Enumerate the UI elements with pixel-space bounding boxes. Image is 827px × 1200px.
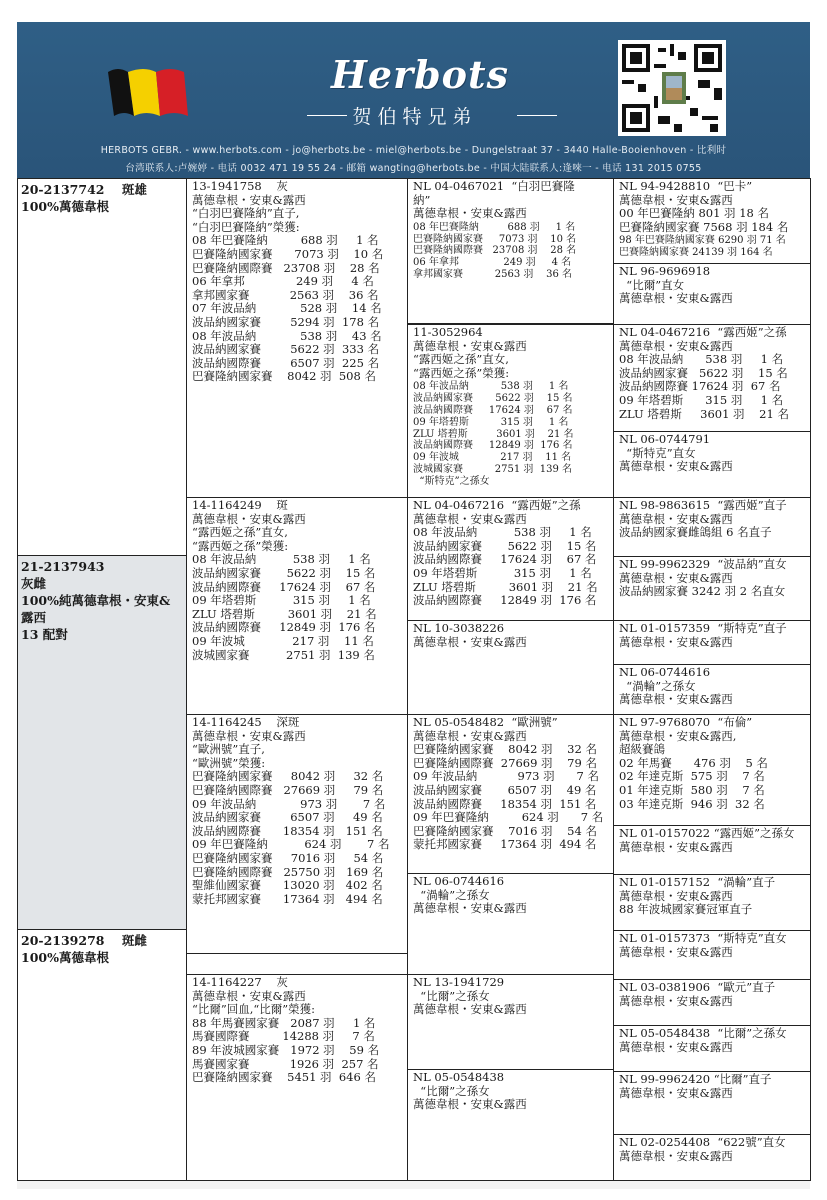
brand-subtitle: 贺伯特兄弟 xyxy=(352,106,478,128)
dam-dam-text: 14-1164227 灰 萬德韋根・安東&露西 “比爾”回血,“比爾”榮獲: 88 年馬賽國家賽 2087 羽 1 名 馬賽國際賽 14288 羽 7 名 89 年波城國家賽 1972 羽 59 名 馬賽國家賽 1926 羽 257 名 巴賽隆納國家賽 5451 羽 646 名 xyxy=(192,975,380,1085)
qr-code-icon xyxy=(618,40,726,136)
dam-dam-cell xyxy=(186,974,408,1181)
gen4-cell-3 xyxy=(613,324,811,432)
dam-text: 20-2139278 斑雌 100%萬德韋根 xyxy=(21,933,147,965)
dam-sire-cell xyxy=(186,714,408,954)
gen4-cell-1 xyxy=(613,178,811,264)
gen4-text-7: NL 01-0157359 “斯特克”直子 萬德韋根・安東&露西 xyxy=(619,621,787,649)
gen4-cell-5 xyxy=(613,497,811,557)
ds-dam-text: NL 06-0744616 “渦輪”之孫女 萬德韋根・安東&露西 xyxy=(413,874,527,916)
gen4-cell-10 xyxy=(613,825,811,875)
ss-sire-cell xyxy=(407,178,614,324)
sire-text: 20-2137742 斑雄 100%萬德韋根 xyxy=(21,182,147,214)
gen4-cell-12 xyxy=(613,930,811,980)
sd-sire-cell xyxy=(407,497,614,621)
dd-dam-cell xyxy=(407,1069,614,1181)
ds-sire-cell xyxy=(407,714,614,874)
gen4-text-3: NL 04-0467216 “露西姬”之孫 萬德韋根・安東&露西 08 年波品納 538 羽 1 名 波品納國家賽 5622 羽 15 名 波品納國際賽 17624 羽 67 名 09 年塔碧斯 315 羽 1 名 ZLU 塔碧斯 3601 羽 21 名 xyxy=(619,325,789,421)
dd-sire-cell xyxy=(407,974,614,1070)
sd-dam-text: NL 10-3038226 萬德韋根・安東&露西 xyxy=(413,621,527,649)
gen4-text-9: NL 97-9768070 “布倫” 萬德韋根・安東&露西, 超級賽鴿 02 年馬賽 476 羽 5 名 02 年達克斯 575 羽 7 名 01 年達克斯 580 羽 7 名 03 年達克斯 946 羽 32 名 xyxy=(619,715,768,811)
sire-dam-text: 14-1164249 斑 萬德韋根・安東&露西 “露西姬之孫”直女, “露西姬之孫”榮獲: 08 年波品納 538 羽 1 名 波品納國家賽 5622 羽 15 名 波品納國際賽 17624 羽 67 名 09 年塔碧斯 315 羽 1 名 ZLU 塔碧斯 3601 羽 21 名 波品納國際賽 12849 羽 176 名 09 年波城 217 羽 11 名 波城國家賽 2751 羽 139 名 xyxy=(192,498,377,662)
ss-dam-text: 11-3052964 萬德韋根・安東&露西 “露西姬之孫”直女, “露西姬之孫”榮獲: xyxy=(413,325,527,380)
gen4-cell-8 xyxy=(613,664,811,715)
gen4-cell-7 xyxy=(613,620,811,665)
gen4-cell-13 xyxy=(613,979,811,1026)
gen4-cell-14 xyxy=(613,1025,811,1072)
ss-dam-results: 08 年波品納 538 羽 1 名 波品納國家賽 5622 羽 15 名 波品納國際賽 17624 羽 67 名 09 年塔碧斯 315 羽 1 名 ZLU 塔碧斯 3601 羽 21 名 波品納國際賽 12849 羽 176 名 09 年波城 217 羽 11 名 波城國家賽 2751 羽 139 名 “斯特克”之孫女 xyxy=(413,381,574,487)
ss-sire-text: NL 04-0467021 “白羽巴賽隆 納” 萬德韋根・安東&露西 xyxy=(413,179,575,221)
pedigree-table xyxy=(17,178,810,1180)
header-banner xyxy=(17,22,810,178)
gen4-text-6: NL 99-9962329 “波品納”直女 萬德韋根・安東&露西 波品納國家賽 3242 羽 2 名直女 xyxy=(619,557,787,599)
sd-dam-cell xyxy=(407,620,614,715)
subject-cell xyxy=(17,555,187,930)
contact-line-1: HERBOTS GEBR. - www.herbots.com - jo@herbots.be - miel@herbots.be - Dungelstraat 37 - 3440 Halle-Booienhoven - 比利时 xyxy=(100,145,727,156)
ss-sire-results: 08 年巴賽隆納 688 羽 1 名 巴賽隆納國家賽 7073 羽 10 名 巴賽隆納國際賽 23708 羽 28 名 06 年拿邦 249 羽 4 名 拿邦國家賽 2563 羽 36 名 xyxy=(413,221,577,280)
ds-dam-cell xyxy=(407,873,614,975)
gen4-cell-11 xyxy=(613,874,811,931)
contact-line-2: 台湾联系人:卢婉婷 - 电话 0032 471 19 55 24 - 邮箱 wangting@herbots.be - 中国大陆联系人:逢唻一 - 电话 131 2015 0755 xyxy=(125,163,702,174)
dd-sire-text: NL 13-1941729 “比爾”之孫女 萬德韋根・安東&露西 xyxy=(413,975,527,1017)
gen4-cell-6 xyxy=(613,556,811,621)
gen4-cell-15 xyxy=(613,1071,811,1135)
gen4-text-14: NL 05-0548438 “比爾”之孫女 萬德韋根・安東&露西 xyxy=(619,1026,787,1054)
dam-cell xyxy=(17,929,187,1181)
sire-sire-text: 13-1941758 灰 萬德韋根・安東&露西 “白羽巴賽隆納”直子, “白羽巴賽隆納”榮獲: 08 年巴賽隆納 688 羽 1 名 巴賽隆納國家賽 7073 羽 10 名 巴賽隆納國際賽 23708 羽 28 名 06 年拿邦 249 羽 4 名 拿邦國家賽 2563 羽 36 名 07 年波品納 528 羽 14 名 波品納國家賽 5294 羽 178 名 08 年波品納 538 羽 43 名 波品納國家賽 5622 羽 333 名 波品納國際賽 6507 羽 225 名 巴賽隆納國家賽 8042 羽 508 名 xyxy=(192,179,384,384)
brand-logo-text: Herbots xyxy=(331,52,509,97)
sire-sire-cell xyxy=(186,178,408,498)
dd-dam-text: NL 05-0548438 “比爾”之孫女 萬德韋根・安東&露西 xyxy=(413,1070,527,1112)
gen4-text-4: NL 06-0744791 “斯特克”直女 萬德韋根・安東&露西 xyxy=(619,432,733,474)
gen4-text-1: NL 94-9428810 “巴卡” 萬德韋根・安東&露西 00 年巴賽隆納 801 羽 18 名 巴賽隆納國家賽 7568 羽 184 名 xyxy=(619,179,789,234)
sire-cell xyxy=(17,178,187,556)
gen4-text-2: NL 96-9696918 “比爾”直女 萬德韋根・安東&露西 xyxy=(619,264,733,306)
gen4-text-15: NL 99-9962420 “比爾”直子 萬德韋根・安東&露西 xyxy=(619,1072,772,1100)
sire-dam-cell xyxy=(186,497,408,715)
gen4-text-5: NL 98-9863615 “露西姬”直子 萬德韋根・安東&露西 波品納國家賽雌鴿組 6 名直子 xyxy=(619,498,787,540)
gen4-text-16: NL 02-0254408 “622號”直女 萬德韋根・安東&露西 xyxy=(619,1135,786,1163)
gen4-text-11: NL 01-0157152 “渦輪”直子 萬德韋根・安東&露西 88 年波城國家賽冠軍直子 xyxy=(619,875,776,917)
gen4-text-13: NL 03-0381906 “歐元”直子 萬德韋根・安東&露西 xyxy=(619,980,776,1008)
gen4-text-8: NL 06-0744616 “渦輪”之孫女 萬德韋根・安東&露西 xyxy=(619,665,733,707)
gen4-results-1: 98 年巴賽隆納國家賽 6290 羽 71 名 巴賽隆納國家賽 24139 羽 164 名 xyxy=(619,235,786,259)
divider xyxy=(517,115,557,116)
gen4-cell-9 xyxy=(613,714,811,826)
gen4-cell-4 xyxy=(613,431,811,498)
belgian-flag-icon xyxy=(104,64,190,122)
gen4-cell-2 xyxy=(613,263,811,325)
gen4-text-10: NL 01-0157022 “露西姬”之孫女 萬德韋根・安東&露西 xyxy=(619,826,795,854)
subject-text: 21-2137943 灰雌 100%純萬德韋根・安東& 露西 13 配對 xyxy=(21,559,171,642)
page-footer-band xyxy=(17,1181,810,1189)
dam-sire-text: 14-1164245 深斑 萬德韋根・安東&露西 “歐洲號”直子, “歐洲號”榮獲: 巴賽隆納國家賽 8042 羽 32 名 巴賽隆納國際賽 27669 羽 79 名 09 年波品納 973 羽 7 名 波品納國家賽 6507 羽 49 名 波品納國際賽 18354 羽 151 名 09 年巴賽隆納 624 羽 7 名 巴賽隆納國家賽 7016 羽 54 名 巴賽隆納國際賽 25750 羽 169 名 聖維仙國家賽 13020 羽 402 名 蒙托邦國家賽 17364 羽 494 名 xyxy=(192,715,390,906)
gen4-text-12: NL 01-0157373 “斯特克”直女 萬德韋根・安東&露西 xyxy=(619,931,787,959)
ds-sire-text: NL 05-0548482 “歐洲號” 萬德韋根・安東&露西 巴賽隆納國家賽 8042 羽 32 名 巴賽隆納國際賽 27669 羽 79 名 09 年波品納 973 羽 7 名 波品納國家賽 6507 羽 49 名 波品納國際賽 18354 羽 151 名 09 年巴賽隆納 624 羽 7 名 巴賽隆納國家賽 7016 羽 54 名 蒙托邦國家賽 17364 羽 494 名 xyxy=(413,715,604,852)
sd-sire-text: NL 04-0467216 “露西姬”之孫 萬德韋根・安東&露西 08 年波品納 538 羽 1 名 波品納國家賽 5622 羽 15 名 波品納國際賽 17624 羽 67 名 09 年塔碧斯 315 羽 1 名 ZLU 塔碧斯 3601 羽 21 名 波品納國際賽 12849 羽 176 名 xyxy=(413,498,598,608)
ss-dam-cell xyxy=(407,324,614,498)
gen4-cell-16 xyxy=(613,1134,811,1181)
